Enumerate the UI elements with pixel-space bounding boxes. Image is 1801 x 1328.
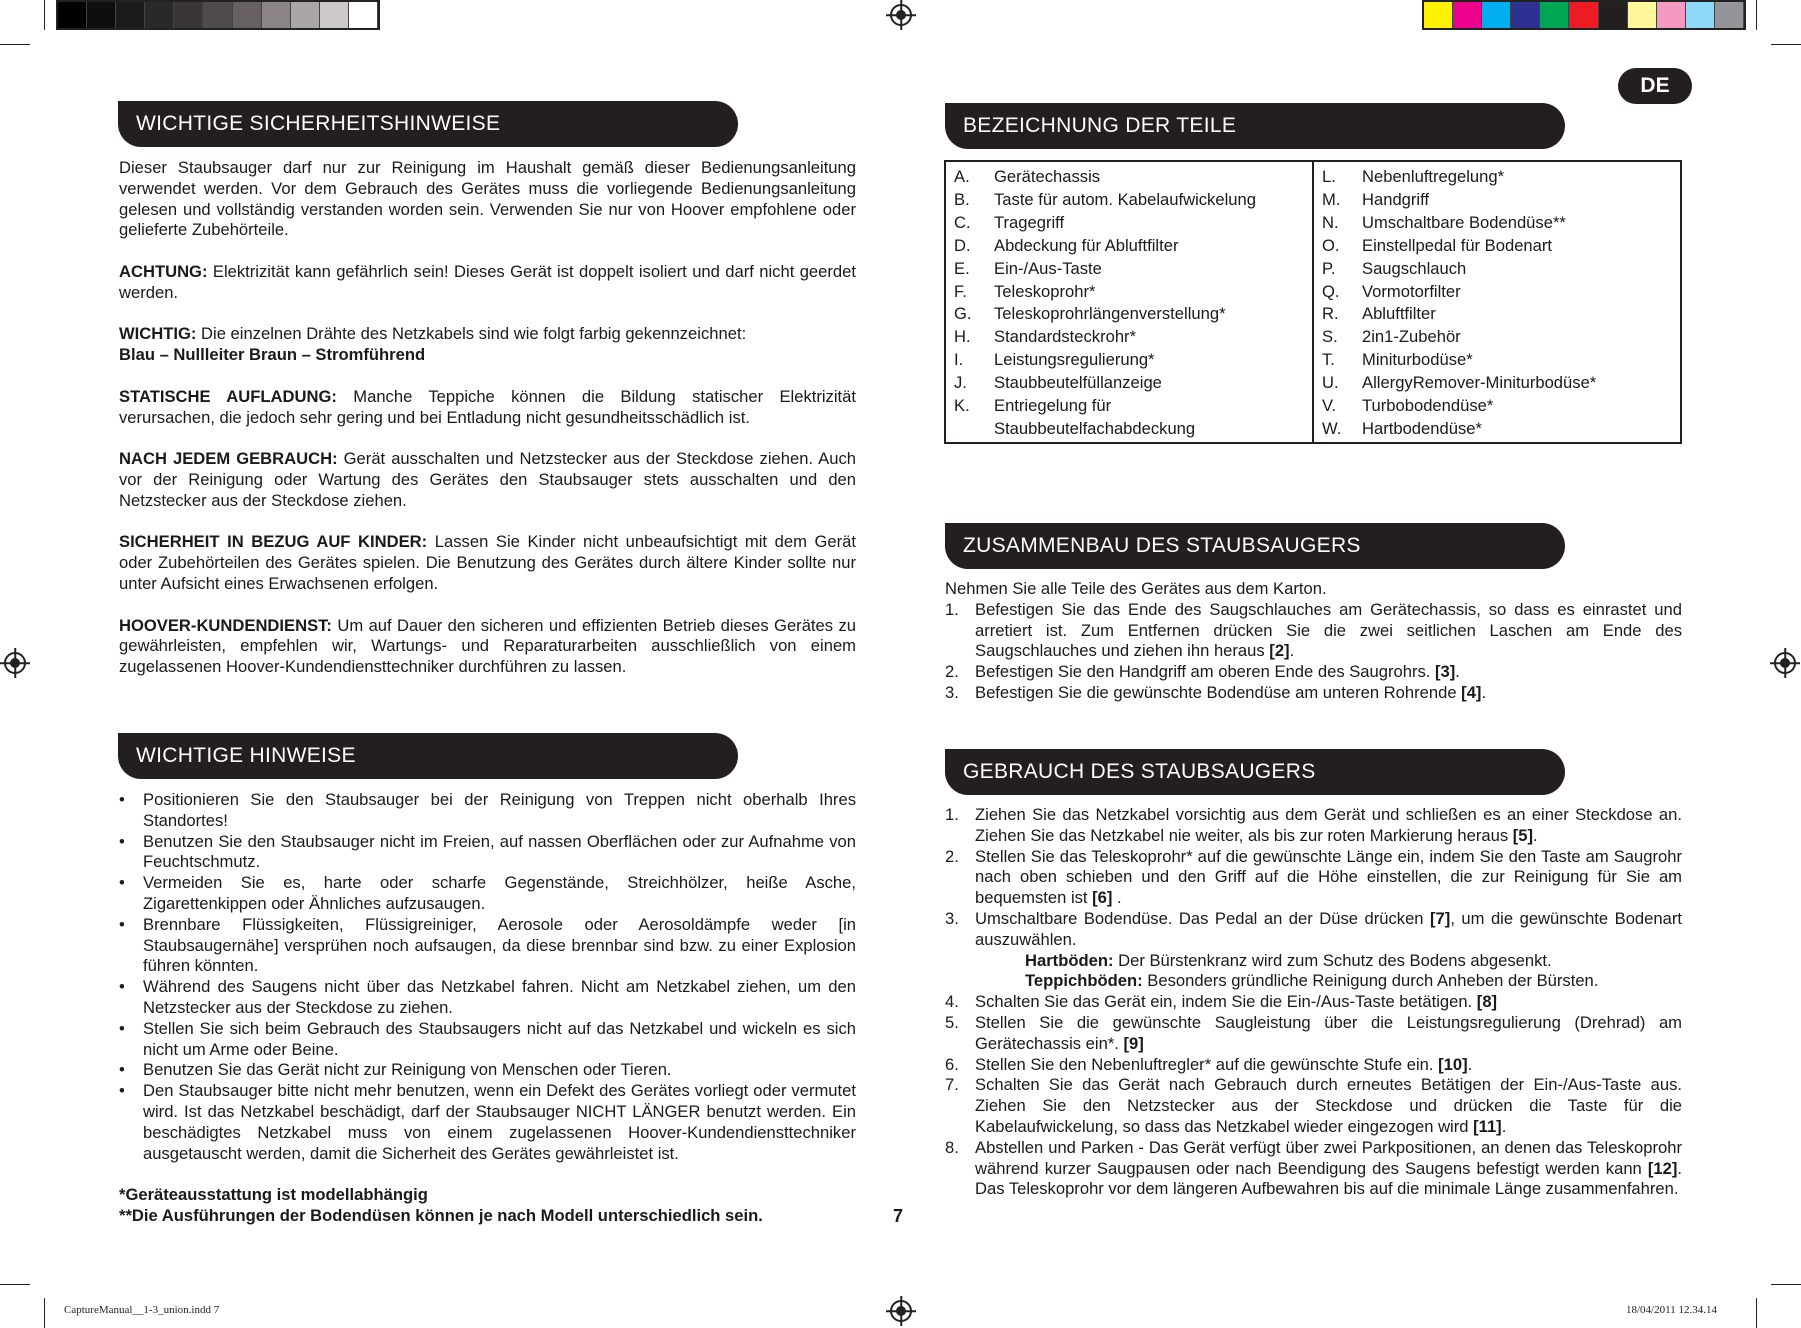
teppichboden-note: Teppichböden: Besonders gründliche Reinigung durch Anheben der Bürsten. bbox=[1025, 971, 1599, 991]
language-badge: DE bbox=[1618, 68, 1692, 104]
part-row bbox=[1322, 166, 1680, 189]
step-tail: . bbox=[1481, 682, 1487, 702]
list-item: • Benutzen Sie den Staubsauger nicht im Freien, auf nassen Oberflächen oder zur Aufnahme von Feuchtschmutz. bbox=[119, 832, 856, 874]
part-letter: A. bbox=[954, 167, 970, 186]
part-name: Turbobodendüse* bbox=[1362, 396, 1494, 416]
usage-text bbox=[945, 805, 1682, 1200]
gray-swatch bbox=[203, 2, 232, 28]
achtung-paragraph: ACHTUNG: Elektrizität kann gefährlich sein! Dieses Gerät ist doppelt isoliert und darf nicht geerdet werden. bbox=[119, 261, 856, 302]
part-letter: K. bbox=[954, 396, 970, 416]
color-swatch bbox=[1599, 2, 1628, 28]
part-row bbox=[1322, 281, 1680, 304]
step-text: Befestigen Sie das Ende des Saugschlauches am Gerätechassis, so dass es einrastet und arretiert ist. Zum Entfernen drücken Sie die zwei seitlichen Laschen am Ende des Saugschlauches und ziehen ihn heraus bbox=[975, 599, 1682, 661]
step-number: 7. bbox=[945, 1075, 959, 1095]
figure-ref: [9] bbox=[1123, 1033, 1144, 1053]
step-item bbox=[945, 600, 1682, 662]
list-item: • Während des Saugens nicht über das Netzkabel fahren. Nicht am Netzkabel ziehen, um den Netzstecker aus der Steckdose zu ziehen. bbox=[119, 977, 856, 1019]
step-text: Schalten Sie das Gerät ein, indem Sie die Ein-/Aus-Taste betätigen. bbox=[975, 992, 1477, 1012]
part-letter: N. bbox=[1322, 212, 1339, 232]
usage-steps bbox=[945, 805, 1682, 1200]
part-letter: H. bbox=[954, 327, 971, 347]
step-text: Befestigen Sie die gewünschte Bodendüse am unteren Rohrende bbox=[975, 682, 1462, 702]
part-name: Standardsteckrohr* bbox=[994, 327, 1137, 347]
part-name: Nebenluftregelung* bbox=[1362, 167, 1505, 186]
step-tail: . bbox=[1501, 1116, 1507, 1136]
step-text: Ziehen Sie das Netzkabel vorsichtig aus dem Gerät und schließen es an einer Steckdose an. Ziehen Sie das Netzkabel nie weiter, als bis zur roten Markierung heraus bbox=[975, 805, 1682, 845]
step-tail: . bbox=[1112, 888, 1122, 908]
part-name: Tragegriff bbox=[994, 212, 1065, 232]
part-row bbox=[954, 303, 1312, 326]
part-name: Staubbeutelfüllanzeige bbox=[994, 373, 1162, 393]
kinder-paragraph: SICHERHEIT IN BEZUG AUF KINDER: Lassen Sie Kinder nicht unbeaufsichtigt mit dem Gerät oder Zubehörteilen des Gerätes spielen. Die Benutzung des Gerätes durch ältere Kinder sollte nur unter Aufsicht eines Erwachsenen erfolgen. bbox=[119, 532, 857, 593]
safety-header: WICHTIGE SICHERHEITSHINWEISE bbox=[118, 101, 738, 147]
part-row bbox=[1322, 212, 1680, 235]
gray-swatch bbox=[262, 2, 291, 28]
step-number: 8. bbox=[945, 1137, 959, 1157]
color-swatch bbox=[1511, 2, 1540, 28]
slug-date: 18/04/2011 12.34.14 bbox=[1626, 1304, 1717, 1316]
part-name: Teleskoprohrlängenverstellung* bbox=[994, 304, 1226, 324]
color-swatch bbox=[1453, 2, 1482, 28]
step-text: Abstellen und Parken - Das Gerät verfügt über zwei Parkpositionen, an denen das Teleskoprohr während kurzer Saugpausen oder nach Beendigung des Saugens befestigt werden kann bbox=[975, 1137, 1682, 1178]
registration-mark-bottom bbox=[890, 1300, 912, 1322]
step-tail: , um die gewünschte Bodenart auszuwählen. bbox=[975, 908, 1682, 949]
part-name: Staubbeutelfachabdeckung bbox=[994, 418, 1196, 438]
part-letter: J. bbox=[954, 373, 967, 393]
part-row bbox=[1322, 418, 1680, 441]
figure-ref: [12] bbox=[1647, 1158, 1678, 1178]
figure-ref: [3] bbox=[1435, 662, 1456, 682]
part-name: Miniturbodüse* bbox=[1362, 350, 1473, 370]
step-text: Befestigen Sie den Handgriff am oberen Ende des Saugrohrs. bbox=[975, 662, 1436, 682]
part-name: Abluftfilter bbox=[1362, 304, 1436, 324]
step-item bbox=[945, 1055, 1682, 1076]
gray-color-bar bbox=[56, 0, 380, 30]
figure-ref: [11] bbox=[1473, 1116, 1502, 1136]
color-swatch bbox=[1424, 2, 1453, 28]
part-letter: Q. bbox=[1322, 281, 1340, 301]
step-item bbox=[945, 1013, 1682, 1055]
part-name: Saugschlauch bbox=[1362, 258, 1467, 278]
part-row bbox=[954, 418, 1312, 441]
part-name: Einstellpedal für Bodenart bbox=[1362, 235, 1553, 255]
part-row bbox=[954, 281, 1312, 304]
step-tail: . bbox=[1455, 662, 1460, 682]
color-swatch bbox=[1540, 2, 1569, 28]
part-row bbox=[954, 372, 1312, 395]
step-number: 1. bbox=[945, 599, 959, 619]
step-item bbox=[945, 909, 1682, 992]
step-text: Umschaltbare Bodendüse. Das Pedal an der Düse drücken bbox=[975, 908, 1431, 928]
color-swatch bbox=[1569, 2, 1598, 28]
notes-list bbox=[119, 790, 856, 1164]
color-bar bbox=[1422, 0, 1746, 30]
figure-ref: [4] bbox=[1461, 682, 1482, 702]
parts-table bbox=[944, 160, 1682, 444]
step-number: 4. bbox=[945, 992, 959, 1012]
part-letter: T. bbox=[1322, 350, 1335, 370]
usage-header: GEBRAUCH DES STAUBSAUGERS bbox=[945, 749, 1565, 795]
figure-ref: [8] bbox=[1476, 992, 1498, 1012]
step-number: 1. bbox=[945, 805, 959, 824]
part-letter: O. bbox=[1322, 235, 1340, 255]
color-swatch bbox=[1715, 2, 1744, 28]
crop-mark-bl-h bbox=[0, 1284, 30, 1285]
gray-swatch bbox=[349, 2, 378, 28]
part-row bbox=[1322, 235, 1680, 258]
crop-mark-br-v bbox=[1756, 1298, 1757, 1328]
step-item bbox=[945, 992, 1682, 1013]
registration-mark-right bbox=[1774, 652, 1796, 674]
registration-mark-left bbox=[4, 652, 26, 674]
part-letter: S. bbox=[1322, 327, 1338, 347]
figure-ref: [5] bbox=[1512, 825, 1534, 845]
part-name: Hartbodendüse* bbox=[1362, 418, 1482, 438]
part-row bbox=[1322, 395, 1680, 418]
part-row bbox=[954, 349, 1312, 372]
part-letter: U. bbox=[1322, 373, 1339, 393]
step-tail: . bbox=[1533, 825, 1538, 845]
part-name: AllergyRemover-Miniturbodüse* bbox=[1362, 373, 1597, 393]
crop-mark-br-h bbox=[1771, 1284, 1801, 1285]
gray-swatch bbox=[291, 2, 320, 28]
part-row bbox=[1322, 372, 1680, 395]
part-name: Taste für autom. Kabelaufwickelung bbox=[994, 189, 1256, 209]
assembly-intro: Nehmen Sie alle Teile des Gerätes aus dem Karton. bbox=[945, 579, 1327, 598]
step-item bbox=[945, 1075, 1682, 1137]
parts-column-1 bbox=[946, 162, 1312, 442]
step-item bbox=[945, 847, 1682, 909]
crop-mark-bl-v bbox=[44, 1298, 45, 1328]
crop-mark-tl-v bbox=[44, 0, 45, 30]
footnote-nozzles: **Die Ausführungen der Bodendüsen können je nach Modell unterschiedlich sein. bbox=[119, 1205, 763, 1225]
list-item: • Vermeiden Sie es, harte oder scharfe Gegenstände, Streichhölzer, heiße Asche, Zigarettenkippen oder Ähnliches aufzusaugen. bbox=[119, 873, 856, 915]
statisch-paragraph: STATISCHE AUFLADUNG: Manche Teppiche können die Bildung statischer Elektrizität verursachen, die jedoch sehr gering und bei Entladung nicht gesundheitsschädlich ist. bbox=[119, 386, 856, 427]
part-letter: G. bbox=[954, 304, 972, 324]
figure-ref: [2] bbox=[1269, 641, 1290, 661]
hartboden-note: Hartböden: Der Bürstenkranz wird zum Schutz des Bodens abgesenkt. bbox=[1025, 950, 1552, 970]
crop-mark-tl-h bbox=[0, 44, 30, 45]
part-letter: M. bbox=[1322, 189, 1341, 209]
figure-ref: [10] bbox=[1438, 1054, 1468, 1074]
list-item: • Brennbare Flüssigkeiten, Flüssigreiniger, Aerosole oder Aerosoldämpfe weder [in Staubsaugernähe] versprühen noch aufsaugen, da diese brennbar sind bzw. zu einer Explosion führen könnten. bbox=[119, 915, 856, 977]
part-letter bbox=[954, 418, 994, 441]
part-name: Gerätechassis bbox=[994, 167, 1101, 186]
notes-text bbox=[119, 790, 856, 1227]
part-row bbox=[954, 212, 1312, 235]
step-text: Stellen Sie den Nebenluftregler* auf die gewünschte Stufe ein. bbox=[975, 1054, 1439, 1074]
part-name: Teleskoprohr* bbox=[994, 281, 1096, 301]
nach-gebrauch-paragraph: NACH JEDEM GEBRAUCH: Gerät ausschalten und Netzstecker aus der Steckdose ziehen. Auch vor der Reinigung oder Wartung des Gerätes den Staubsauger stets ausschalten und den Netzstecker aus der Steckdose ziehen. bbox=[119, 449, 856, 510]
safety-text bbox=[119, 158, 856, 678]
part-letter: L. bbox=[1322, 167, 1336, 186]
color-swatch bbox=[1657, 2, 1686, 28]
gray-swatch bbox=[145, 2, 174, 28]
part-row bbox=[954, 166, 1312, 189]
part-letter: W. bbox=[1322, 418, 1342, 438]
list-item: • Stellen Sie sich beim Gebrauch des Staubsaugers nicht auf das Netzkabel und wickeln es sich nicht um Arme oder Beine. bbox=[119, 1019, 856, 1061]
part-row bbox=[954, 326, 1312, 349]
step-number: 2. bbox=[945, 846, 959, 866]
part-row bbox=[1322, 189, 1680, 212]
step-text: Stellen Sie das Teleskoprohr* auf die gewünschte Länge ein, indem Sie den Taste am Saugrohr nach oben schieben und den Griff auf die Höhe einstellen, die zur Reinigung für Sie am bequemsten ist bbox=[975, 846, 1682, 908]
step-number: 3. bbox=[945, 682, 959, 702]
part-letter: V. bbox=[1322, 396, 1337, 416]
step-text: Schalten Sie das Gerät nach Gebrauch durch erneutes Betätigen der Ein-/Aus-Taste aus. Ziehen Sie den Netzstecker aus der Steckdose und drücken die Taste für die Kabelaufwickelung, so dass das Netzkabel wieder eingezogen wird bbox=[975, 1075, 1682, 1136]
list-item: • Den Staubsauger bitte nicht mehr benutzen, wenn ein Defekt des Gerätes vorliegt oder vermutet wird. Ist das Netzkabel beschädigt, darf der Staubsauger NICHT LÄNGER benutzt werden. Ein beschädigtes Netzkabel muss von einem zugelassenen Hoover-Kundendiensttechniker ausgetauscht werden, damit die Sicherheit des Gerätes gewährleistet ist. bbox=[119, 1081, 856, 1164]
step-tail: . bbox=[1467, 1054, 1473, 1074]
step-number: 2. bbox=[945, 662, 959, 682]
part-name: 2in1-Zubehör bbox=[1362, 327, 1461, 347]
figure-ref: [6] bbox=[1092, 888, 1113, 908]
gray-swatch bbox=[58, 2, 87, 28]
color-swatch bbox=[1628, 2, 1657, 28]
part-row bbox=[1322, 349, 1680, 372]
crop-mark-tr-v bbox=[1756, 0, 1757, 30]
part-letter: D. bbox=[954, 235, 971, 255]
color-swatch bbox=[1686, 2, 1715, 28]
assembly-steps bbox=[945, 600, 1682, 704]
parts-header: BEZEICHNUNG DER TEILE bbox=[945, 103, 1565, 149]
gray-swatch bbox=[174, 2, 203, 28]
gray-swatch bbox=[320, 2, 349, 28]
part-row bbox=[1322, 258, 1680, 281]
part-letter: B. bbox=[954, 189, 970, 209]
wire-colors: Blau – Nullleiter Braun – Stromführend bbox=[119, 345, 426, 365]
wichtig-paragraph: WICHTIG: Die einzelnen Drähte des Netzkabels sind wie folgt farbig gekennzeichnet: bbox=[119, 324, 747, 344]
part-row bbox=[954, 235, 1312, 258]
crop-mark-tr-h bbox=[1771, 44, 1801, 45]
step-item bbox=[945, 683, 1682, 704]
registration-mark-top bbox=[890, 4, 912, 26]
part-name: Entriegelung für bbox=[994, 396, 1112, 416]
part-letter: R. bbox=[1322, 304, 1339, 324]
safety-intro: Dieser Staubsauger darf nur zur Reinigung im Haushalt gemäß dieser Bedienungsanleitung verwendet werden. Vor dem Gebrauch des Gerätes muss die vorliegende Bedienungsanleitung gelesen und vollständig verstanden worden sein. Verwenden Sie nur von Hoover empfohlene oder gelieferte Zubehörteile. bbox=[119, 158, 856, 240]
list-item: • Benutzen Sie das Gerät nicht zur Reinigung von Menschen oder Tieren. bbox=[119, 1060, 856, 1081]
part-name: Leistungsregulierung* bbox=[994, 350, 1155, 370]
step-number: 3. bbox=[945, 908, 959, 928]
slug-filename: CaptureManual__1-3_union.indd 7 bbox=[64, 1304, 220, 1316]
part-letter: E. bbox=[954, 258, 970, 278]
part-row bbox=[954, 395, 1312, 418]
step-number: 5. bbox=[945, 1012, 959, 1032]
part-row bbox=[954, 189, 1312, 212]
figure-ref: [7] bbox=[1430, 908, 1451, 928]
assembly-header: ZUSAMMENBAU DES STAUBSAUGERS bbox=[945, 523, 1565, 569]
step-item bbox=[945, 1138, 1682, 1200]
gray-swatch bbox=[87, 2, 116, 28]
step-tail: . bbox=[1289, 641, 1295, 661]
part-row bbox=[1322, 326, 1680, 349]
assembly-text bbox=[945, 579, 1682, 704]
notes-header: WICHTIGE HINWEISE bbox=[118, 733, 738, 779]
part-letter: C. bbox=[954, 212, 971, 232]
part-letter: I. bbox=[954, 350, 964, 370]
part-name: Handgriff bbox=[1362, 189, 1430, 209]
step-text: Stellen Sie die gewünschte Saugleistung über die Leistungsregulierung (Drehrad) am Gerätechassis ein*. bbox=[975, 1012, 1682, 1053]
kundendienst-paragraph: HOOVER-KUNDENDIENST: Um auf Dauer den sicheren und effizienten Betrieb dieses Gerätes zu gewährleisten, empfehlen wir, Wartungs- und Reparaturarbeiten ausschließlich von einem zugelassenen Hoover-Kundendiensttechniker durchführen zu lassen. bbox=[119, 615, 856, 677]
page-number: 7 bbox=[893, 1206, 904, 1226]
step-number: 6. bbox=[945, 1054, 959, 1074]
list-item: • Positionieren Sie den Staubsauger bei der Reinigung von Treppen nicht oberhalb Ihres Standortes! bbox=[119, 790, 856, 832]
part-letter: P. bbox=[1322, 258, 1336, 278]
gray-swatch bbox=[233, 2, 262, 28]
part-name: Umschaltbare Bodendüse** bbox=[1362, 212, 1566, 232]
part-row bbox=[954, 258, 1312, 281]
color-swatch bbox=[1482, 2, 1511, 28]
gray-swatch bbox=[116, 2, 145, 28]
step-item bbox=[945, 805, 1682, 847]
parts-column-2 bbox=[1312, 162, 1680, 442]
part-letter: F. bbox=[954, 281, 967, 301]
part-name: Abdeckung für Abluftfilter bbox=[994, 235, 1179, 255]
footnote-equipment: *Geräteausstattung ist modellabhängig bbox=[119, 1185, 428, 1205]
step-tail: . Das Teleskoprohr vor dem längeren Aufbewahren bis auf die minimale Länge zusammenfahren. bbox=[975, 1158, 1682, 1199]
part-name: Ein-/Aus-Taste bbox=[994, 258, 1102, 278]
part-row bbox=[1322, 303, 1680, 326]
step-item bbox=[945, 662, 1682, 683]
part-name: Vormotorfilter bbox=[1362, 281, 1461, 301]
